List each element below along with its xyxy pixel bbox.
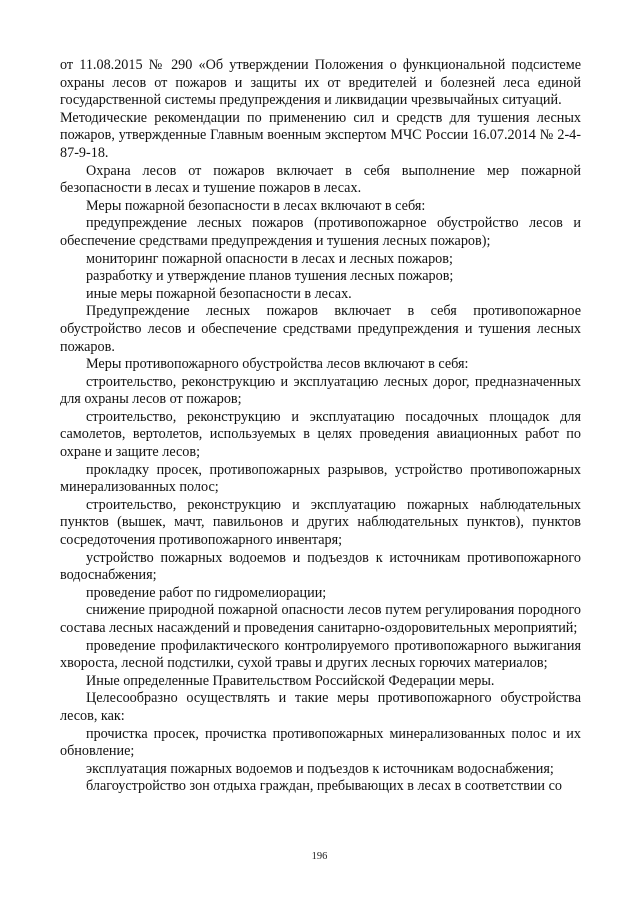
- paragraph: прочистка просек, прочистка противопожарных минерализованных полос и их обновление;: [60, 725, 581, 760]
- paragraph: предупреждение лесных пожаров (противопожарное обустройство лесов и обеспечение средствами предупреждения и тушения лесных пожаров);: [60, 215, 581, 249]
- paragraph: Иные определенные Правительством Российской Федерации меры.: [86, 672, 495, 689]
- paragraph: проведение работ по гидромелиорации;: [86, 584, 327, 601]
- paragraph: Меры пожарной безопасности в лесах включают в себя:: [86, 197, 426, 214]
- body-text: [60, 57, 581, 796]
- paragraph: строительство, реконструкцию и эксплуатацию посадочных площадок для самолетов, вертолетов, используемых в целях проведения авиационных работ по охране и защите лесов;: [60, 408, 581, 461]
- paragraph: строительство, реконструкцию и эксплуатацию пожарных наблюдательных пунктов (вышек, мачт, павильонов и других наблюдательных пунктов), пунктов сосредоточения противопожарного инвентаря;: [60, 496, 581, 549]
- paragraph: эксплуатация пожарных водоемов и подъездов к источникам водоснабжения;: [86, 760, 554, 777]
- paragraph: прокладку просек, противопожарных разрывов, устройство противопожарных минерализованных полос;: [60, 461, 581, 496]
- paragraph: устройство пожарных водоемов и подъездов к источникам противопожарного водоснабжения;: [60, 549, 581, 584]
- paragraph: Методические рекомендации по применению сил и средств для тушения лесных пожаров, утвержденные Главным военным экспертом МЧС России 16.07.2014 № 2-4-87-9-18.: [60, 109, 581, 161]
- paragraph: снижение природной пожарной опасности лесов путем регулирования породного состава лесных насаждений и проведения санитарно-оздоровительных мероприятий;: [60, 602, 581, 636]
- paragraph: от 11.08.2015 № 290 «Об утверждении Положения о функциональной подсистеме охраны лесов от пожаров и защиты их от вредителей и болезней леса единой государственной системы предупреждения и ликвидации чрезвычайных ситуаций.: [60, 57, 581, 109]
- paragraph: иные меры пожарной безопасности в лесах.: [86, 285, 352, 302]
- paragraph: Меры противопожарного обустройства лесов включают в себя:: [86, 356, 469, 373]
- paragraph: разработку и утверждение планов тушения лесных пожаров;: [86, 268, 454, 285]
- paragraph: проведение профилактического контролируемого противопожарного выжигания хвороста, лесной подстилки, сухой травы и других лесных горючих материалов;: [60, 637, 581, 672]
- paragraph: Предупреждение лесных пожаров включает в себя противопожарное обустройство лесов и обеспечение средствами предупреждения и тушения лесных пожаров.: [60, 303, 581, 355]
- paragraph: Целесообразно осуществлять и такие меры противопожарного обустройства лесов, как:: [60, 690, 581, 724]
- page-number: 196: [311, 851, 328, 862]
- paragraph: строительство, реконструкцию и эксплуатацию лесных дорог, предназначенных для охраны лесов от пожаров;: [60, 373, 581, 408]
- paragraph: благоустройство зон отдыха граждан, пребывающих в лесах в соответствии со: [86, 778, 562, 795]
- paragraph: Охрана лесов от пожаров включает в себя выполнение мер пожарной безопасности в лесах и тушение пожаров в лесах.: [60, 162, 581, 197]
- paragraph: мониторинг пожарной опасности в лесах и лесных пожаров;: [86, 250, 453, 267]
